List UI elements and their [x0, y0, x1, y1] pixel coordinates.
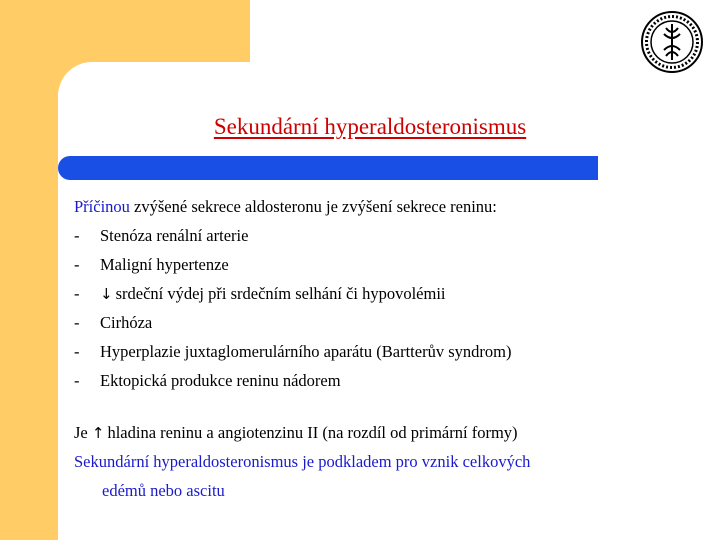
list-item [74, 221, 694, 250]
list-item [74, 337, 694, 366]
summary-line [74, 418, 684, 447]
list-item-text: srdeční výdej při srdečním selhání či hypovolémii [115, 284, 446, 303]
list-item [74, 250, 694, 279]
intro-highlight: Příčinou [74, 197, 130, 216]
summary-block [74, 418, 684, 505]
list-item-text: Ektopická produkce reninu nádorem [100, 371, 341, 390]
list-item-text: Hyperplazie juxtaglomerulárního aparátu (Bartterův syndrom) [100, 342, 512, 361]
bullet-marker: - [74, 342, 80, 361]
bullet-marker: - [74, 284, 80, 303]
university-seal-icon [640, 10, 704, 74]
intro-text: zvýšené sekrece aldosteronu je zvýšení sekrece reninu: [129, 197, 497, 216]
arrow-down-icon: ↓ [100, 285, 113, 303]
title-accent-bar [58, 156, 598, 180]
summary-line: Sekundární hyperaldosteronismus je podkladem pro vznik celkových [74, 452, 531, 471]
bullet-marker: - [74, 371, 80, 390]
list-item-text: Maligní hypertenze [100, 255, 229, 274]
bullet-marker: - [74, 313, 80, 332]
list-item-text: Cirhóza [100, 313, 153, 332]
bullet-marker: - [74, 226, 80, 245]
summary-prefix: Je [74, 423, 92, 442]
summary-line: edémů nebo ascitu [102, 481, 225, 500]
left-decoration [0, 0, 58, 540]
arrow-up-icon: ↑ [91, 424, 105, 442]
list-item [74, 308, 694, 337]
intro-line [74, 192, 694, 221]
list-item [74, 366, 694, 395]
causes-list [74, 192, 694, 395]
summary-text: hladina reninu a angiotenzinu II (na rozdíl od primární formy) [107, 423, 518, 442]
bullet-marker: - [74, 255, 80, 274]
list-item [74, 279, 694, 308]
list-item-text: Stenóza renální arterie [100, 226, 249, 245]
slide-title: Sekundární hyperaldosteronismus [213, 114, 527, 139]
